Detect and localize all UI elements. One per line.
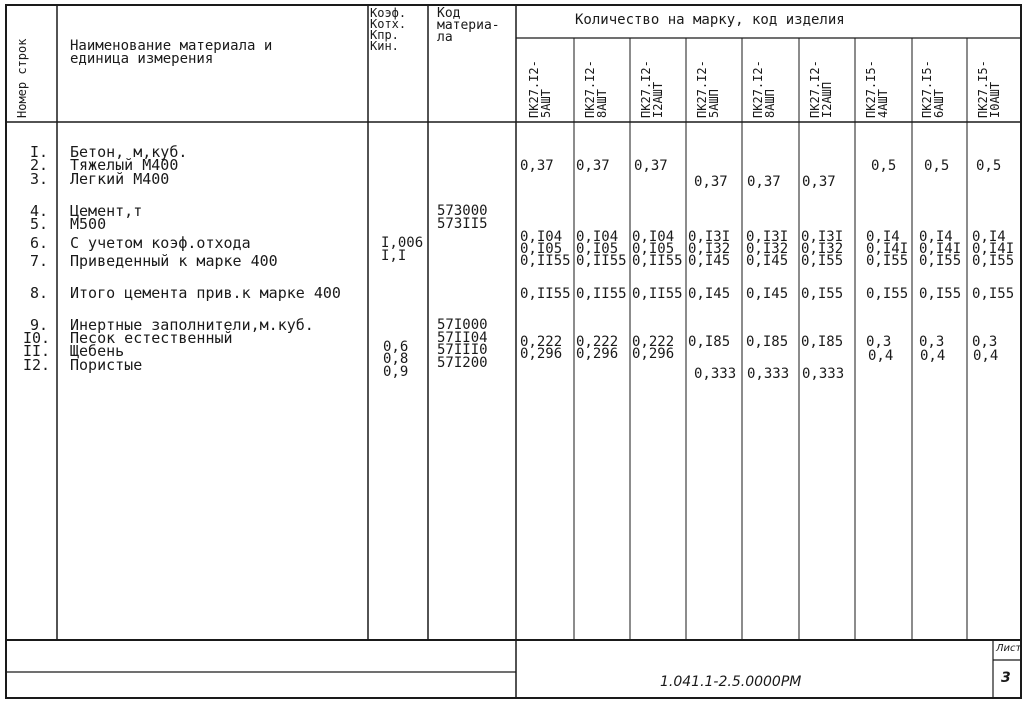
quantity-cell: 0,II55 (576, 253, 627, 269)
quantity-cell: 0,296 (632, 346, 675, 362)
quantity-cell: 0,3 (972, 334, 998, 350)
coefficient: I,I (381, 248, 407, 264)
quantity-header: Количество на марку, код изделия (575, 12, 845, 28)
quantity-cell: 0,37 (802, 174, 836, 190)
product-header-6: ПК27.I2- I2АШП (808, 60, 834, 118)
material-code: 57III0 (437, 342, 488, 358)
product-header-9: ПК27.I5- I0АШТ (976, 60, 1002, 118)
row-number: 5. (30, 215, 49, 233)
material-name: С учетом коэф.отхода (70, 234, 251, 252)
quantity-cell: 0,I05 (632, 241, 675, 257)
material-name: Щебень (70, 342, 125, 360)
quantity-cell: 0,3 (866, 334, 892, 350)
material-code: 573000 (437, 203, 488, 219)
material-code: 573II5 (437, 216, 488, 232)
material-code: 57I000 (437, 317, 488, 333)
material-code: 57I200 (437, 355, 488, 371)
product-header-5: ПК27.I2- 8АШП (751, 60, 777, 118)
quantity-cell: 0,37 (694, 174, 728, 190)
material-name: Приведенный к марке 400 (70, 252, 278, 270)
sheet-label: Лист (996, 643, 1022, 654)
material-name-header: Наименование материала и единица измерения (70, 38, 273, 67)
quantity-cell: 0,I4I (866, 241, 909, 257)
material-name: Итого цемента прив.к марке 400 (70, 284, 341, 302)
quantity-cell: 0,222 (576, 334, 619, 350)
coefficient: 0,8 (383, 351, 409, 367)
product-header-4: ПК27.I2- 5АШП (695, 60, 721, 118)
quantity-cell: 0,I3I (801, 229, 844, 245)
quantity-cell: 0,5 (924, 158, 950, 174)
quantity-cell: 0,I4I (972, 241, 1015, 257)
row-number: 4. (30, 202, 49, 220)
row-number: I2. (23, 356, 51, 374)
quantity-cell: 0,I04 (520, 229, 563, 245)
row-number: I0. (23, 329, 51, 347)
quantity-cell: 0,I3I (688, 229, 731, 245)
quantity-cell: 0,I04 (632, 229, 675, 245)
quantity-cell: 0,I55 (919, 253, 962, 269)
quantity-cell: 0,II55 (632, 286, 683, 302)
material-name: Инертные заполнители,м.куб. (70, 316, 314, 334)
quantity-cell: 0,I45 (746, 286, 789, 302)
document-code: 1.041.1-2.5.0000РМ (660, 674, 802, 690)
quantity-cell: 0,I32 (746, 241, 789, 257)
product-header-3: ПК27.I2- I2АШТ (639, 60, 665, 118)
quantity-cell: 0,I05 (576, 241, 619, 257)
quantity-cell: 0,333 (802, 366, 845, 382)
quantity-cell: 0,I45 (688, 286, 731, 302)
material-name: Легкий М400 (70, 170, 170, 188)
material-name: М500 (70, 215, 107, 233)
quantity-cell: 0,333 (747, 366, 790, 382)
quantity-cell: 0,I55 (866, 286, 909, 302)
row-number: 8. (30, 284, 49, 302)
row-number: 6. (30, 234, 49, 252)
coefficient: I,006 (381, 235, 424, 251)
quantity-cell: 0,I32 (688, 241, 731, 257)
quantity-cell: 0,II55 (576, 286, 627, 302)
quantity-cell: 0,I45 (746, 253, 789, 269)
sheet-number: 3 (1001, 670, 1011, 686)
quantity-cell: 0,I4 (972, 229, 1006, 245)
quantity-cell: 0,5 (871, 158, 897, 174)
material-name: Тяжелый М400 (70, 156, 179, 174)
quantity-cell: 0,I55 (972, 286, 1015, 302)
quantity-cell: 0,37 (576, 158, 610, 174)
quantity-cell: 0,II55 (520, 286, 571, 302)
quantity-cell: 0,I4 (866, 229, 900, 245)
quantity-cell: 0,I55 (801, 286, 844, 302)
quantity-cell: 0,333 (694, 366, 737, 382)
quantity-cell: 0,296 (576, 346, 619, 362)
product-header-2: ПК27.I2- 8АШТ (583, 60, 609, 118)
quantity-cell: 0,4 (973, 348, 999, 364)
quantity-cell: 0,I55 (801, 253, 844, 269)
quantity-cell: 0,I45 (688, 253, 731, 269)
quantity-cell: 0,I32 (801, 241, 844, 257)
quantity-cell: 0,II55 (632, 253, 683, 269)
quantity-cell: 0,I4I (919, 241, 962, 257)
quantity-cell: 0,I55 (866, 253, 909, 269)
coefficient: 0,9 (383, 364, 409, 380)
row-number: 7. (30, 252, 49, 270)
material-name: Пористые (70, 356, 143, 374)
row-number: 3. (30, 170, 49, 188)
quantity-cell: 0,I85 (746, 334, 789, 350)
quantity-cell: 0,I05 (520, 241, 563, 257)
material-name: Бетон, м,куб. (70, 143, 188, 161)
quantity-cell: 0,I85 (688, 334, 731, 350)
quantity-cell: 0,4 (868, 348, 894, 364)
quantity-cell: 0,I4 (919, 229, 953, 245)
quantity-cell: 0,37 (747, 174, 781, 190)
row-number: 2. (30, 156, 49, 174)
product-header-7: ПК27.I5- 4АШТ (864, 60, 890, 118)
row-number: 9. (30, 316, 49, 334)
quantity-cell: 0,37 (634, 158, 668, 174)
quantity-cell: 0,4 (920, 348, 946, 364)
quantity-cell: 0,5 (976, 158, 1002, 174)
quantity-cell: 0,296 (520, 346, 563, 362)
quantity-cell: 0,I85 (801, 334, 844, 350)
quantity-cell: 0,222 (632, 334, 675, 350)
quantity-cell: 0,37 (520, 158, 554, 174)
material-name: Песок естественный (70, 329, 233, 347)
coefficient-header: Коэф. Котх. Кпр. Кин. (370, 6, 407, 53)
quantity-cell: 0,I55 (972, 253, 1015, 269)
material-code-header: Код материа- ла (437, 6, 500, 45)
row-number-header: Номер строк (15, 38, 29, 118)
quantity-cell: 0,I55 (919, 286, 962, 302)
row-number: I. (30, 143, 49, 161)
material-code: 57II04 (437, 330, 488, 346)
product-header-8: ПК27.I5- 6АШТ (920, 60, 946, 118)
product-header-1: ПК27.I2- 5АШТ (527, 60, 553, 118)
row-number: II. (23, 342, 51, 360)
quantity-cell: 0,I3I (746, 229, 789, 245)
quantity-cell: 0,I04 (576, 229, 619, 245)
material-name: Цемент,т (70, 202, 143, 220)
quantity-cell: 0,3 (919, 334, 945, 350)
coefficient: 0,6 (383, 339, 409, 355)
quantity-cell: 0,II55 (520, 253, 571, 269)
quantity-cell: 0,222 (520, 334, 563, 350)
